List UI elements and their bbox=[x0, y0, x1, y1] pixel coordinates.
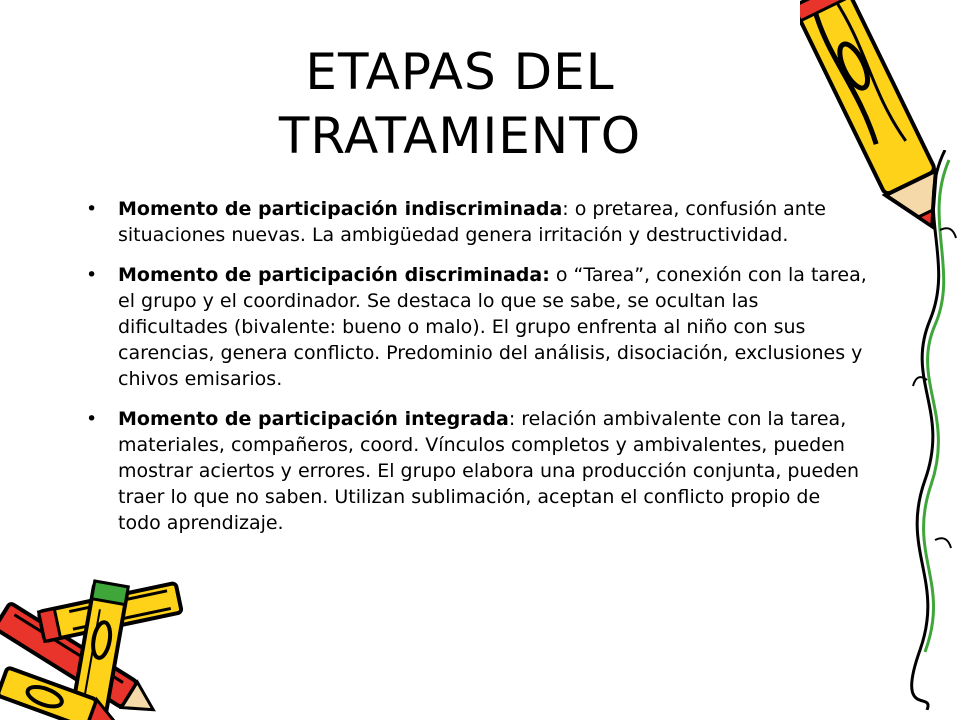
bullet-marker: • bbox=[86, 198, 98, 220]
title-line-2: TRATAMIENTO bbox=[278, 107, 642, 165]
bullet-text: relación ambivalente con la tarea, materiales, compañeros, coord. Vínculos completos y ambivalentes, pueden mostrar aciertos y errores. El grupo elabora una producción conjunta, pueden traer lo que no saben. Utilizan sublimación, aceptan el conflicto propio de todo aprendizaje. bbox=[118, 408, 860, 534]
bullet-separator: : bbox=[508, 408, 516, 430]
bullet-marker: • bbox=[86, 264, 98, 286]
title-line-1: ETAPAS DEL bbox=[305, 43, 615, 101]
page-title bbox=[150, 40, 770, 168]
bullet-separator: : bbox=[562, 198, 569, 220]
bullet-item-indiscriminada bbox=[86, 196, 868, 248]
bullet-text: o pretarea, confusión ante situaciones nuevas. La ambigüedad genera irritación y destructividad. bbox=[118, 198, 826, 246]
bullet-item-integrada bbox=[86, 406, 868, 536]
bullet-list bbox=[86, 196, 868, 550]
bullet-item-discriminada bbox=[86, 262, 868, 392]
bullet-text: o “Tarea”, conexión con la tarea, el grupo y el coordinador. Se destaca lo que se sabe, se ocultan las dificultades (bivalente: bueno o malo). El grupo enfrenta al niño con sus carencias, genera conflicto. Predominio del análisis, disociación, exclusiones y chivos emisarios. bbox=[118, 264, 867, 390]
bullet-term: Momento de participación integrada bbox=[118, 408, 509, 430]
bullet-term: Momento de participación indiscriminada bbox=[118, 198, 563, 220]
crayons-icon bbox=[0, 565, 200, 720]
bullet-marker: • bbox=[86, 408, 98, 430]
vine-icon bbox=[905, 150, 960, 710]
bullet-term: Momento de participación discriminada: bbox=[118, 264, 550, 286]
